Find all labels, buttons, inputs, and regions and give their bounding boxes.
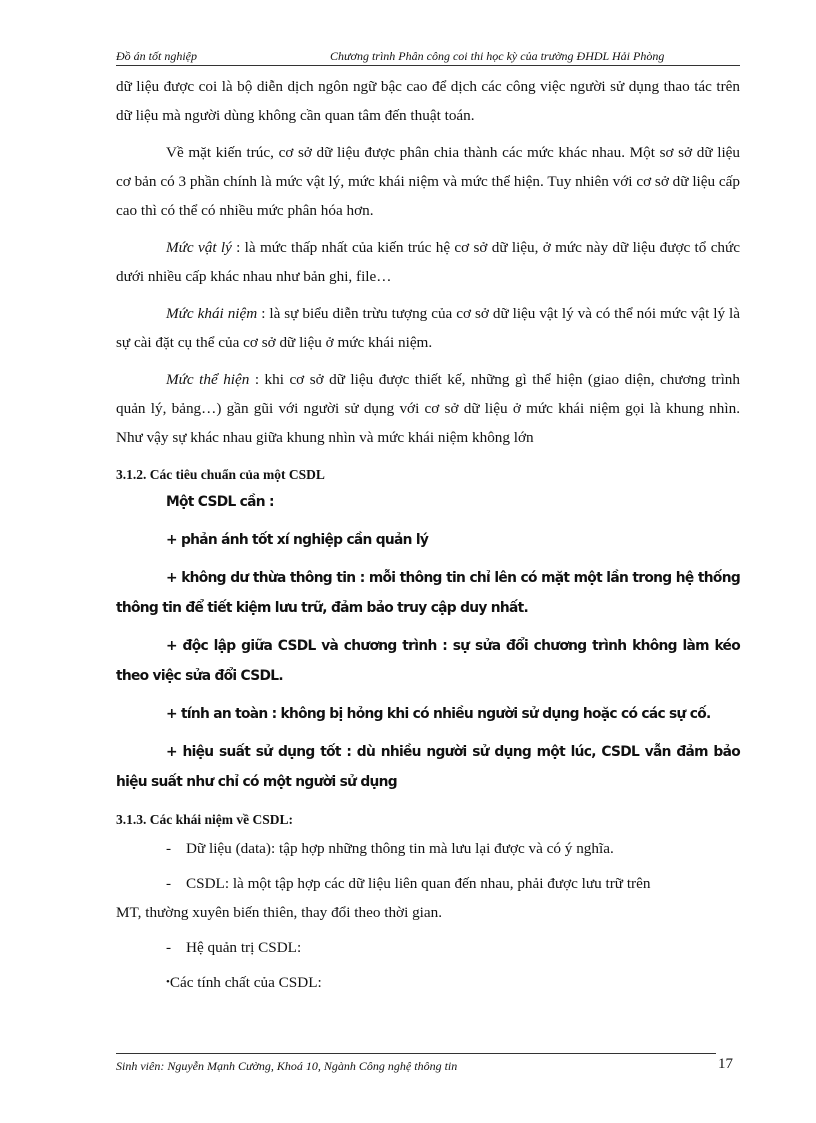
header-left-title: Đồ án tốt nghiệp [116, 49, 197, 63]
dash-marker: - [166, 875, 172, 892]
view-level-text: : khi cơ sở dữ liệu được thiết kế, những gì thể hiện (giao diện, chương trình quản lý, bảng…) gần gũi với người sử dụng với cơ sở dữ liệu ở mức khái niệm gọi là khung nhìn. Như vậy sự khác nhau giữa khung nhìn và mức khái niệm không lớn [116, 371, 740, 446]
term-conceptual-level: Mức khái niệm [166, 305, 258, 322]
criteria-item: + độc lập giữa CSDL và chương trình : sự sửa đổi chương trình không làm kéo theo việc sửa đổi CSDL. [116, 638, 740, 684]
criteria-item: + phản ánh tốt xí nghiệp cần quản lý [166, 532, 429, 548]
paragraph-view-level [116, 365, 740, 452]
paragraph-intro: dữ liệu được coi là bộ diễn dịch ngôn ngữ bậc cao để dịch các công việc người sử dụng thao tác trên dữ liệu mà người dùng không cần quan tâm đến thuật toán. [116, 78, 740, 124]
criteria-item: + tính an toàn : không bị hỏng khi có nhiều người sử dụng hoặc có các sự cố. [166, 706, 711, 722]
page-header [116, 47, 740, 66]
page-body [116, 72, 740, 997]
concept-item-dbms: - Hệ quản trị CSDL: [166, 933, 740, 962]
dash-marker: - [166, 840, 172, 857]
bullet-icon: • [166, 976, 170, 988]
term-physical-level: Mức vật lý [166, 239, 232, 256]
concept-item-properties: •Các tính chất của CSDL: [166, 974, 322, 991]
heading-section-3-1-3: 3.1.3. Các khái niệm về CSDL: [116, 812, 294, 827]
concept-item-data: - Dữ liệu (data): tập hợp những thông tin mà lưu lại được và có ý nghĩa. [166, 834, 740, 863]
term-view-level: Mức thể hiện [166, 371, 250, 388]
criteria-item: + không dư thừa thông tin : mỗi thông tin chỉ lên có mặt một lần trong hệ thống thông tin để tiết kiệm lưu trữ, đảm bảo truy cập duy nhất. [116, 570, 740, 616]
paragraph-physical-level [116, 233, 740, 291]
header-right-title: Chương trình Phân công coi thi học kỳ của trường ĐHDL Hải Phòng [330, 49, 665, 63]
physical-level-text: : là mức thấp nhất của kiến trúc hệ cơ sở dữ liệu, ở mức này dữ liệu được tổ chức dưới nhiều cấp khác nhau như bản ghi, file… [116, 239, 740, 285]
dash-marker: - [166, 939, 172, 956]
concept-item-csdl: - CSDL: là một tập hợp các dữ liệu liên quan đến nhau, phải được lưu trữ trên [166, 869, 740, 898]
paragraph-architecture: Về mặt kiến trúc, cơ sở dữ liệu được phân chia thành các mức khác nhau. Một sơ sở dữ liệu cơ bản có 3 phần chính là mức vật lý, mức khái niệm và mức thể hiện. Tuy nhiên với cơ sở dữ liệu cấp cao thì có thể có nhiều mức phân hóa hơn. [116, 144, 740, 219]
criteria-item: + hiệu suất sử dụng tốt : dù nhiều người sử dụng một lúc, CSDL vẫn đảm bảo hiệu suất như chỉ có một người sử dụng [116, 744, 740, 790]
heading-section-3-1-2: 3.1.2. Các tiêu chuẩn của một CSDL [116, 467, 325, 482]
concept-item-csdl-continuation: MT, thường xuyên biến thiên, thay đổi theo thời gian. [116, 904, 443, 921]
page-footer [116, 1053, 733, 1074]
criteria-intro: Một CSDL cần : [166, 494, 274, 510]
page-number: 17 [718, 1056, 733, 1072]
conceptual-level-text: : là sự biểu diễn trừu tượng của cơ sở dữ liệu vật lý và có thể nói mức vật lý là sự cài đặt cụ thể của cơ sở dữ liệu ở mức khái niệm. [116, 305, 740, 351]
footer-author: Sinh viên: Nguyễn Mạnh Cường, Khoá 10, Ngành Công nghệ thông tin [116, 1059, 458, 1073]
paragraph-conceptual-level [116, 299, 740, 357]
